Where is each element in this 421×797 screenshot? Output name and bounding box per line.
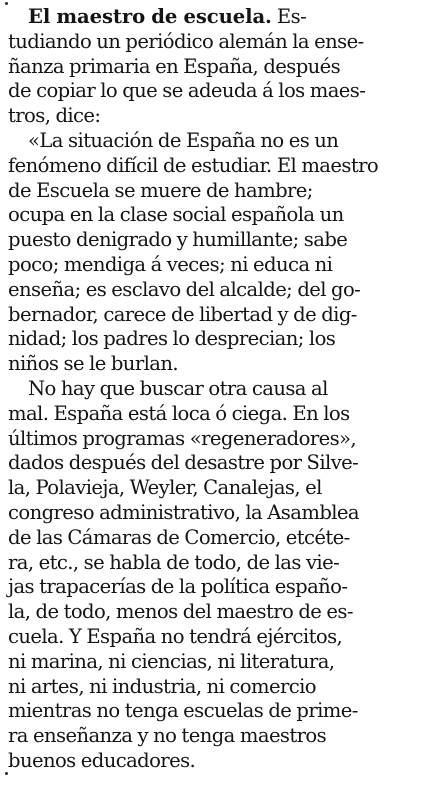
text-line: ra enseñanza y no tenga maestros [8,724,327,748]
text-line: ocupa en la clase social española un [8,203,344,227]
text-line: de Escuela se muere de hambre; [8,178,313,202]
text-line: puesto denigrado y humillante; sabe [8,228,348,252]
article-heading: El maestro de escuela. [28,5,272,28]
text-line: congreso administrativo, la Asamblea [8,501,359,524]
text-line: la, de todo, menos del maestro de es- [8,600,353,624]
text-line: mientras no tenga escuelas de prime- [8,699,358,723]
text-line: ra, etc., se habla de todo, de las vie- [8,550,340,574]
text-line: No hay que buscar otra causa al [28,377,328,400]
text-line: mal. España está loca ó ciega. En los [8,401,350,425]
text-line: buenos educadores. [8,749,196,772]
text-line: «La situación de España no es un [28,129,339,152]
text-line: ni artes, ni industria, ni comercio [8,674,316,698]
text-line: enseña; es esclavo del alcalde; del go- [8,277,361,301]
text-line: tros, dice: [8,104,101,128]
text-line: dados después del desastre por Silve- [8,451,359,475]
text-line: de las Cámaras de Comercio, etcéte- [8,525,350,549]
text-line: cuela. Y España no tendrá ejércitos, [8,625,343,648]
text-line: niños se le burlan. [8,352,178,376]
text-line: últimos programas «regeneradores», [8,426,357,450]
ink-speck [5,2,8,5]
text-line: la, Polavieja, Weyler, Canalejas, el [8,476,322,500]
text-line: jas trapacerías de la política españo- [8,575,348,599]
text-line: fenómeno difícil de estudiar. El maestro [8,153,379,177]
heading-line [28,6,306,29]
text-line: ñanza primaria en España, después [8,54,341,78]
text-line: ni marina, ni ciencias, ni literatura, [8,649,335,673]
text-line: Es- [276,5,307,28]
text-line: de copiar lo que se adeuda á los maes- [8,79,366,103]
text-line: tudiando un periódico alemán la ense- [8,29,364,53]
text-line: nidad; los padres lo desprecian; los [8,327,336,351]
newspaper-column [0,6,421,797]
text-line: bernador, carece de libertad y de dig- [8,302,357,326]
text-line: poco; mendiga á veces; ni educa ni [8,253,333,276]
